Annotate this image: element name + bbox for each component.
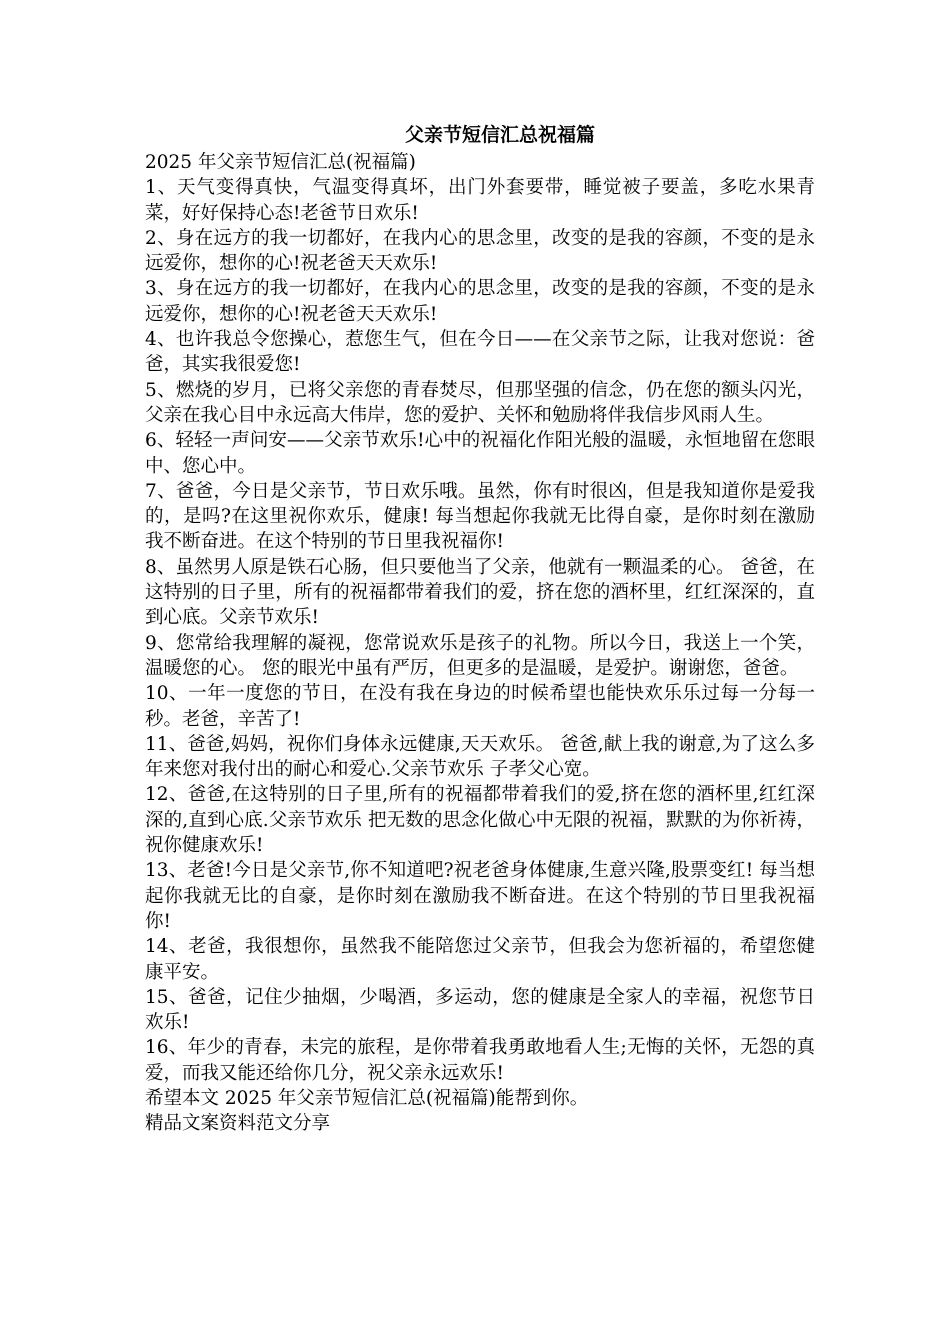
document-title: 父亲节短信汇总祝福篇 [404,124,595,146]
paragraph-14: 14、老爸，我很想你，虽然我不能陪您过父亲节，但我会为您祈福的，希望您健康平安。 [145,936,815,983]
paragraph-3: 3、身在远方的我一切都好，在我内心的思念里，改变的是我的容颜，不变的是永远爱你，想你的心!祝老爸天天欢乐! [145,278,815,325]
paragraph-10: 10、一年一度您的节日，在没有我在身边的时候希望也能快欢乐乐过每一分每一秒。老爸，辛苦了! [145,683,815,730]
paragraph-4: 4、也许我总令您操心，惹您生气，但在今日——在父亲节之际，让我对您说：爸爸，其实我很爱您! [145,329,815,376]
document-subtitle: 2025 年父亲节短信汇总(祝福篇) [145,152,416,173]
paragraph-8: 8、虽然男人原是铁石心肠，但只要他当了父亲，他就有一颗温柔的心。 爸爸，在这特别的日子里，所有的祝福都带着我们的爱，挤在您的酒杯里，红红深深的，直到心底。父亲节欢乐! [145,556,815,629]
paragraph-13: 13、老爸!今日是父亲节,你不知道吧?祝老爸身体健康,生意兴隆,股票变红! 每当想起你我就无比的自豪，是你时刻在激励我不断奋进。在这个特别的节日里我祝福你! [145,860,815,932]
footer-text: 精品文案资料范文分享 [145,1113,331,1135]
paragraph-1: 1、天气变得真快，气温变得真坏，出门外套要带，睡觉被子要盖，多吃水果青菜，好好保持心态!老爸节日欢乐! [145,177,815,224]
paragraph-2: 2、身在远方的我一切都好，在我内心的思念里，改变的是我的容颜，不变的是永远爱你，想你的心!祝老爸天天欢乐! [145,227,815,275]
document-page [145,120,815,1137]
paragraph-5: 5、燃烧的岁月，已将父亲您的青春焚尽，但那坚强的信念，仍在您的额头闪光，父亲在我心目中永远高大伟岸，您的爱护、关怀和勉励将伴我信步风雨人生。 [145,379,815,426]
paragraph-12: 12、爸爸,在这特别的日子里,所有的祝福都带着我们的爱,挤在您的酒杯里,红红深深的,直到心底.父亲节欢乐 把无数的思念化做心中无限的祝福，默默的为你祈祷，祝你健康欢乐! [145,784,815,857]
paragraph-6: 6、轻轻一声问安——父亲节欢乐!心中的祝福化作阳光般的温暖，永恒地留在您眼中、您心中。 [145,430,815,477]
closing-text: 希望本文 2025 年父亲节短信汇总(祝福篇)能帮到你。 [145,1087,589,1109]
paragraph-7: 7、爸爸，今日是父亲节，节日欢乐哦。虽然，你有时很凶，但是我知道你是爱我的，是吗?在这里祝你欢乐，健康! 每当想起你我就无比得自豪，是你时刻在激励我不断奋进。在这个特别的节日里我祝福你! [145,480,815,553]
paragraph-15: 15、爸爸，记住少抽烟，少喝酒，多运动，您的健康是全家人的幸福，祝您节日欢乐! [145,986,815,1034]
paragraph-11: 11、爸爸,妈妈，祝你们身体永远健康,天天欢乐。 爸爸,献上我的谢意,为了这么多年来您对我付出的耐心和爱心.父亲节欢乐 子孝父心宽。 [145,733,815,781]
paragraph-9: 9、您常给我理解的凝视，您常说欢乐是孩子的礼物。所以今日，我送上一个笑，温暖您的心。 您的眼光中虽有严厉，但更多的是温暖，是爱护。谢谢您，爸爸。 [145,632,815,679]
paragraph-16: 16、年少的青春，未完的旅程，是你带着我勇敢地看人生;无悔的关怀，无怨的真爱，而我又能还给你几分，祝父亲永远欢乐! [145,1037,815,1084]
